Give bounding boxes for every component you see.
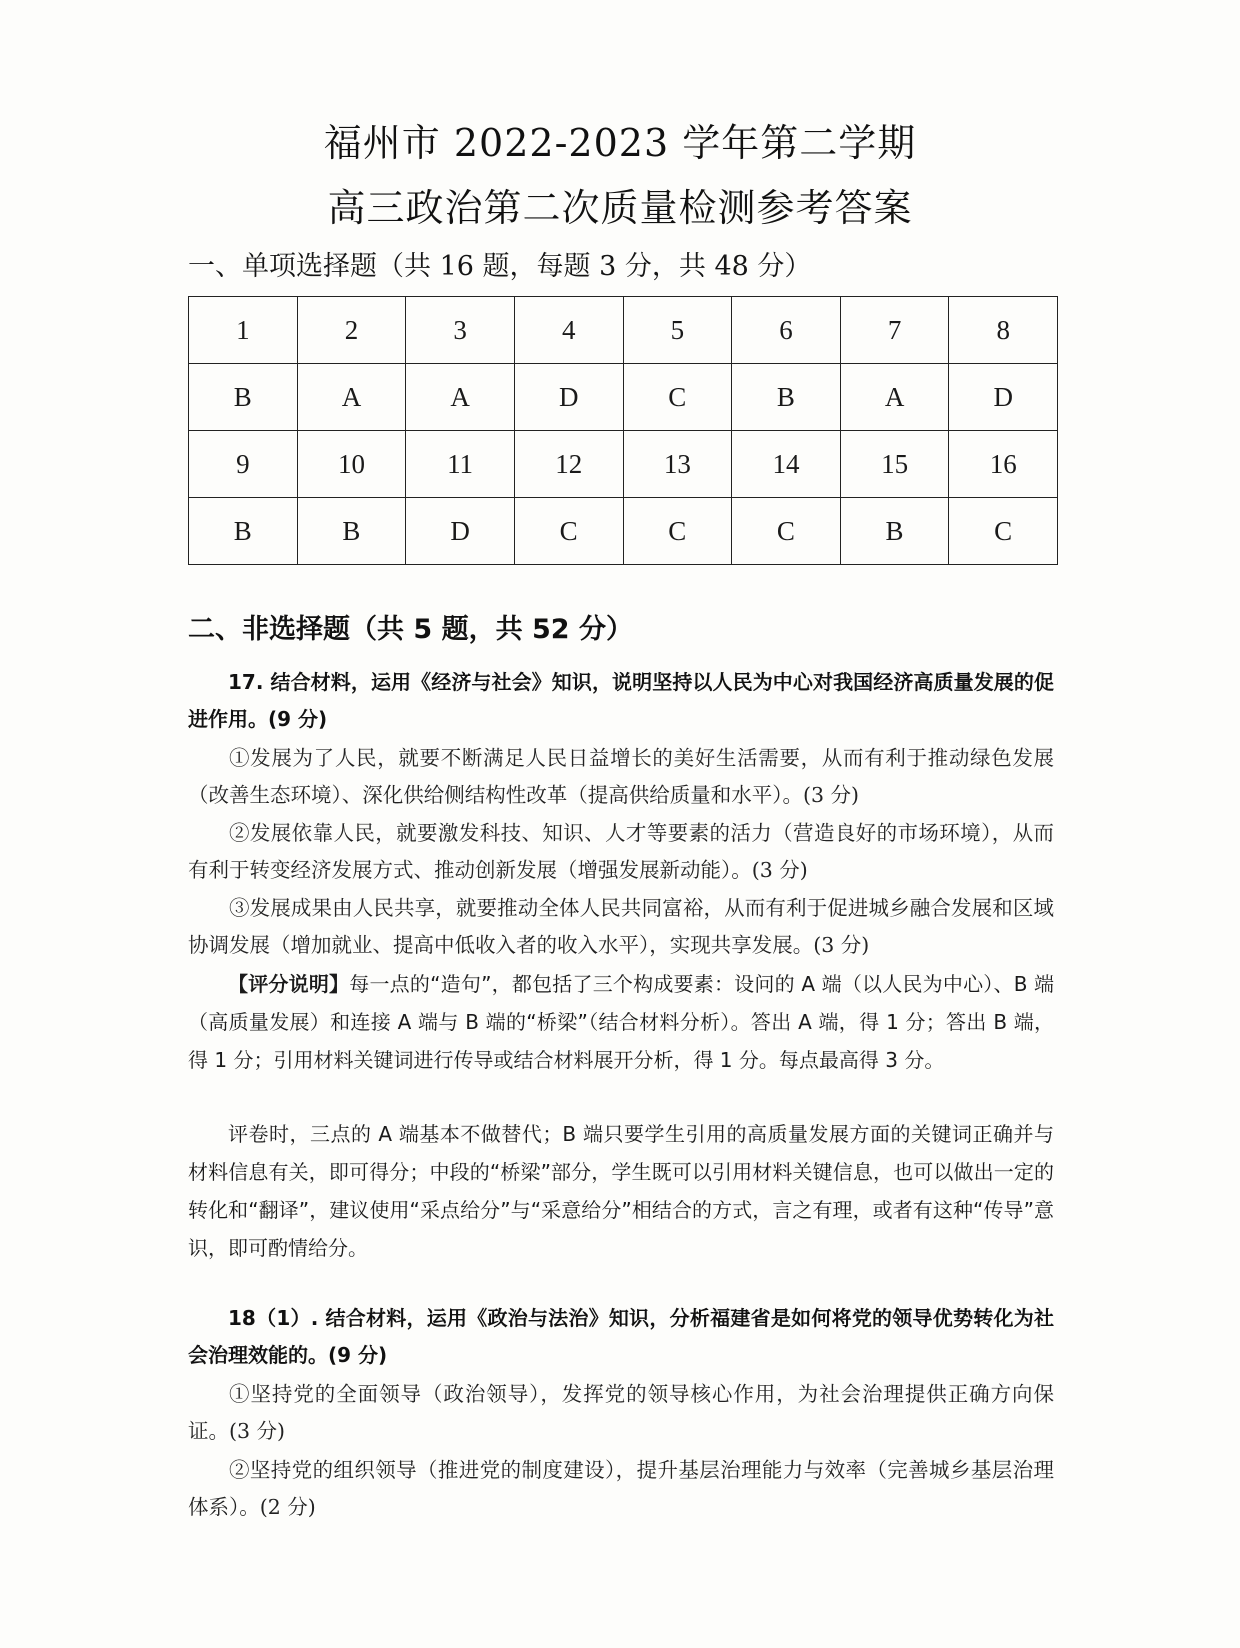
q17-point-3: ③发展成果由人民共享，就要推动全体人民共同富裕，从而有利于促进城乡融合发展和区域协调发展（增加就业、提高中低收入者的收入水平），实现共享发展。(3 分) — [188, 896, 1054, 957]
table-cell: 2 — [297, 297, 406, 364]
table-cell: D — [949, 364, 1058, 431]
table-cell: 8 — [949, 297, 1058, 364]
table-cell: B — [840, 498, 949, 565]
table-row — [189, 431, 1058, 498]
table-cell: 10 — [297, 431, 406, 498]
q17-scoring-note-2: 评卷时，三点的 A 端基本不做替代；B 端只要学生引用的高质量发展方面的关键词正确并与材料信息有关，即可得分；中段的“桥梁”部分，学生既可以引用材料关键信息，也可以做出一定的转化和“翻译”，建议使用“采点给分”与“采意给分”相结合的方式，言之有理，或者有这种“传导”意识，即可酌情给分。 — [188, 1122, 1054, 1260]
table-cell: 13 — [623, 431, 732, 498]
table-cell: D — [514, 364, 623, 431]
table-cell: A — [840, 364, 949, 431]
table-cell: 7 — [840, 297, 949, 364]
table-cell: C — [623, 498, 732, 565]
table-cell: D — [406, 498, 515, 565]
table-cell: B — [189, 498, 298, 565]
section1-heading: 一、单项选择题（共 16 题，每题 3 分，共 48 分） — [188, 251, 812, 282]
table-cell: C — [514, 498, 623, 565]
table-cell: 6 — [732, 297, 841, 364]
table-cell: 9 — [189, 431, 298, 498]
page-title: 福州市 2022-2023 学年第二学期 — [323, 121, 917, 165]
table-cell: A — [297, 364, 406, 431]
q18-point-1: ①坚持党的全面领导（政治领导），发挥党的领导核心作用，为社会治理提供正确方向保证。(3 分) — [188, 1382, 1054, 1443]
table-cell: 1 — [189, 297, 298, 364]
table-cell: 16 — [949, 431, 1058, 498]
table-cell: B — [732, 364, 841, 431]
table-cell: 4 — [514, 297, 623, 364]
q17-point-1: ①发展为了人民，就要不断满足人民日益增长的美好生活需要，从而有利于推动绿色发展（改善生态环境）、深化供给侧结构性改革（提高供给质量和水平）。(3 分) — [188, 746, 1054, 807]
page-subtitle: 高三政治第二次质量检测参考答案 — [327, 186, 913, 230]
scoring-note-text: 每一点的“造句”，都包括了三个构成要素：设问的 A 端（以人民为中心）、B 端（高质量发展）和连接 A 端与 B 端的“桥梁”（结合材料分析）。答出 A 端，得 1 分；答出 B 端，得 1 分；引用材料关键词进行传导或结合材料展开分析，得 1 分。每点最高得 3 分。 — [188, 972, 1055, 1072]
q17-scoring-note — [188, 965, 1054, 1079]
table-cell: C — [949, 498, 1058, 565]
table-cell: C — [732, 498, 841, 565]
table-row — [189, 364, 1058, 431]
table-cell: 15 — [840, 431, 949, 498]
section2-heading: 二、非选择题（共 5 题，共 52 分） — [188, 614, 633, 645]
table-cell: 5 — [623, 297, 732, 364]
table-cell: 3 — [406, 297, 515, 364]
table-cell: A — [406, 364, 515, 431]
answer-table — [188, 296, 1058, 565]
table-cell: B — [297, 498, 406, 565]
q17-prompt: 17. 结合材料，运用《经济与社会》知识，说明坚持以人民为中心对我国经济高质量发展的促进作用。(9 分) — [188, 670, 1054, 731]
table-row — [189, 297, 1058, 364]
table-row — [189, 498, 1058, 565]
table-cell: 11 — [406, 431, 515, 498]
scoring-note-label: 【评分说明】 — [228, 972, 350, 996]
table-cell: 14 — [732, 431, 841, 498]
q17-point-2: ②发展依靠人民，就要激发科技、知识、人才等要素的活力（营造良好的市场环境），从而有利于转变经济发展方式、推动创新发展（增强发展新动能）。(3 分) — [188, 821, 1054, 882]
table-cell: B — [189, 364, 298, 431]
q18-point-2: ②坚持党的组织领导（推进党的制度建设），提升基层治理能力与效率（完善城乡基层治理体系）。(2 分) — [188, 1458, 1054, 1519]
q18-prompt: 18（1）. 结合材料，运用《政治与法治》知识，分析福建省是如何将党的领导优势转化为社会治理效能的。(9 分) — [188, 1306, 1054, 1367]
table-cell: 12 — [514, 431, 623, 498]
table-cell: C — [623, 364, 732, 431]
